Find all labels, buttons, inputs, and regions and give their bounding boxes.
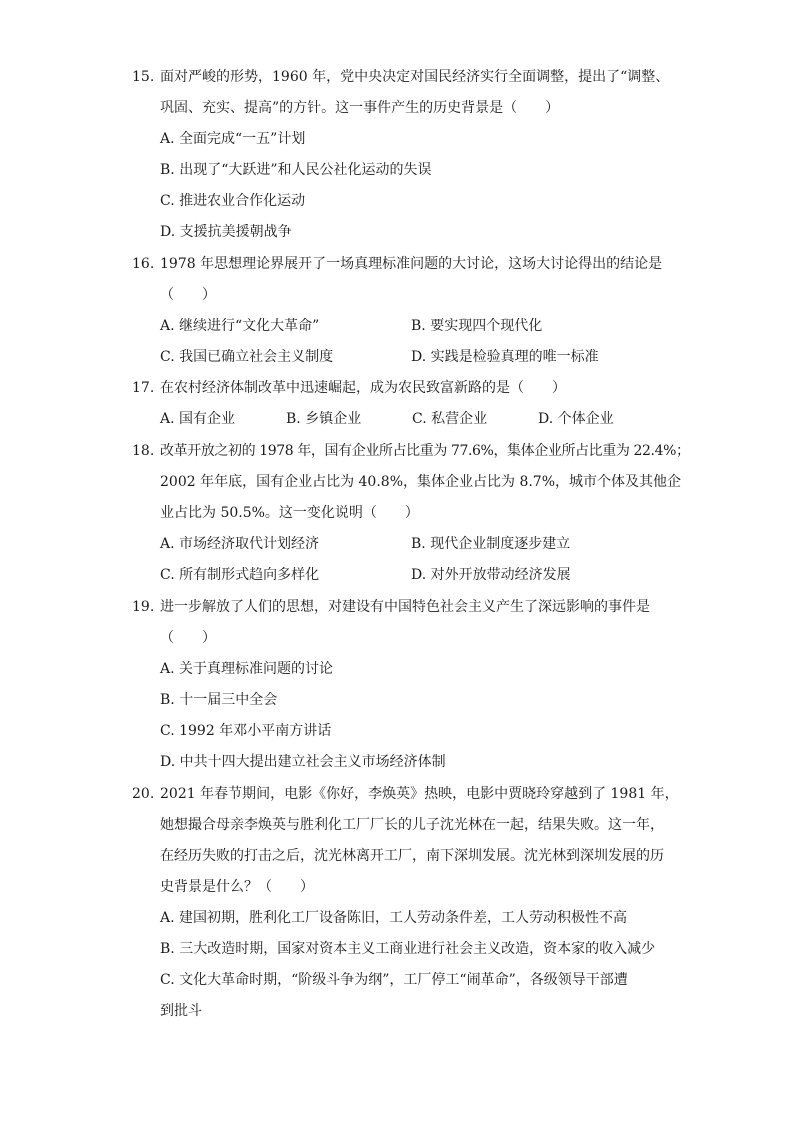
option-d[interactable]: D. 个体企业 xyxy=(538,411,614,427)
option-c[interactable]: C. 所有制形式趋向多样化 xyxy=(160,567,320,583)
question-stem-line: 业占比为 50.5%。这一变化说明（ ） xyxy=(160,505,419,521)
option-d[interactable]: D. 实践是检验真理的唯一标准 xyxy=(411,349,599,365)
option-b[interactable]: B. 要实现四个现代化 xyxy=(411,318,543,334)
option-c[interactable]: C. 私营企业 xyxy=(412,411,488,427)
question-number: 18. xyxy=(132,443,155,459)
option-b[interactable]: B. 出现了“大跃进”和人民公社化运动的失误 xyxy=(160,162,432,178)
question-number: 16. xyxy=(132,256,155,272)
question-stem-line: 进一步解放了人们的思想，对建设有中国特色社会主义产生了深远影响的事件是 xyxy=(160,599,650,615)
option-b[interactable]: B. 三大改造时期，国家对资本主义工商业进行社会主义改造，资本家的收入减少 xyxy=(160,941,656,957)
question-stem-line: 在经历失败的打击之后，沈光林离开工厂，南下深圳发展。沈光林到深圳发展的历 xyxy=(160,848,664,864)
question-stem-line: 1978 年思想理论界展开了一场真理标准问题的大讨论，这场大讨论得出的结论是 xyxy=(160,256,663,272)
option-a[interactable]: A. 关于真理标准问题的讨论 xyxy=(160,661,334,677)
option-b[interactable]: B. 乡镇企业 xyxy=(286,411,362,427)
option-a[interactable]: A. 国有企业 xyxy=(160,411,236,427)
question-stem-line: 她想撮合母亲李焕英与胜利化工厂厂长的儿子沈光林在一起，结果失败。这一年， xyxy=(160,817,664,833)
option-a[interactable]: A. 市场经济取代计划经济 xyxy=(160,536,320,552)
question-number: 15. xyxy=(132,69,155,85)
option-c[interactable]: C. 我国已确立社会主义制度 xyxy=(160,349,334,365)
question-stem-line: （ ） xyxy=(160,287,216,303)
option-a[interactable]: A. 全面完成“一五”计划 xyxy=(160,131,306,147)
question-stem-line: 在农村经济体制改革中迅速崛起，成为农民致富新路的是（ ） xyxy=(160,380,566,396)
option-c[interactable]: C. 推进农业合作化运动 xyxy=(160,193,306,209)
question-stem-line: 改革开放之初的 1978 年，国有企业所占比重为 77.6%，集体企业所占比重为 22.4%； xyxy=(160,443,690,459)
option-d[interactable]: D. 支援抗美援朝战争 xyxy=(160,224,292,240)
question-stem-line: 巩固、充实、提高”的方针。这一事件产生的历史背景是（ ） xyxy=(160,100,560,116)
option-c[interactable]: C. 文化大革命时期，“阶级斗争为纲”，工厂停工“闹革命”，各级领导干部遭 xyxy=(160,972,628,988)
question-number: 17. xyxy=(132,380,155,396)
question-stem-line: 2021 年春节期间，电影《你好，李焕英》热映，电影中贾晓玲穿越到了 1981 年， xyxy=(160,786,679,802)
option-c-continued: 到批斗 xyxy=(160,1003,202,1019)
question-stem-line: （ ） xyxy=(160,630,216,646)
option-a[interactable]: A. 建国初期，胜利化工厂设备陈旧，工人劳动条件差，工人劳动积极性不高 xyxy=(160,910,628,926)
option-a[interactable]: A. 继续进行“文化大革命” xyxy=(160,318,320,334)
question-number: 20. xyxy=(132,786,155,802)
option-d[interactable]: D. 中共十四大提出建立社会主义市场经济体制 xyxy=(160,754,446,770)
option-c[interactable]: C. 1992 年邓小平南方讲话 xyxy=(160,723,332,739)
option-b[interactable]: B. 十一届三中全会 xyxy=(160,692,278,708)
option-b[interactable]: B. 现代企业制度逐步建立 xyxy=(411,536,571,552)
question-stem-line: 面对严峻的形势，1960 年，党中央决定对国民经济实行全面调整，提出了“调整、 xyxy=(160,69,670,85)
question-number: 19. xyxy=(132,599,155,615)
option-d[interactable]: D. 对外开放带动经济发展 xyxy=(411,567,571,583)
question-stem-line: 史背景是什么？（ ） xyxy=(160,879,314,895)
question-stem-line: 2002 年年底，国有企业占比为 40.8%，集体企业占比为 8.7%，城市个体及其他企 xyxy=(160,474,682,490)
